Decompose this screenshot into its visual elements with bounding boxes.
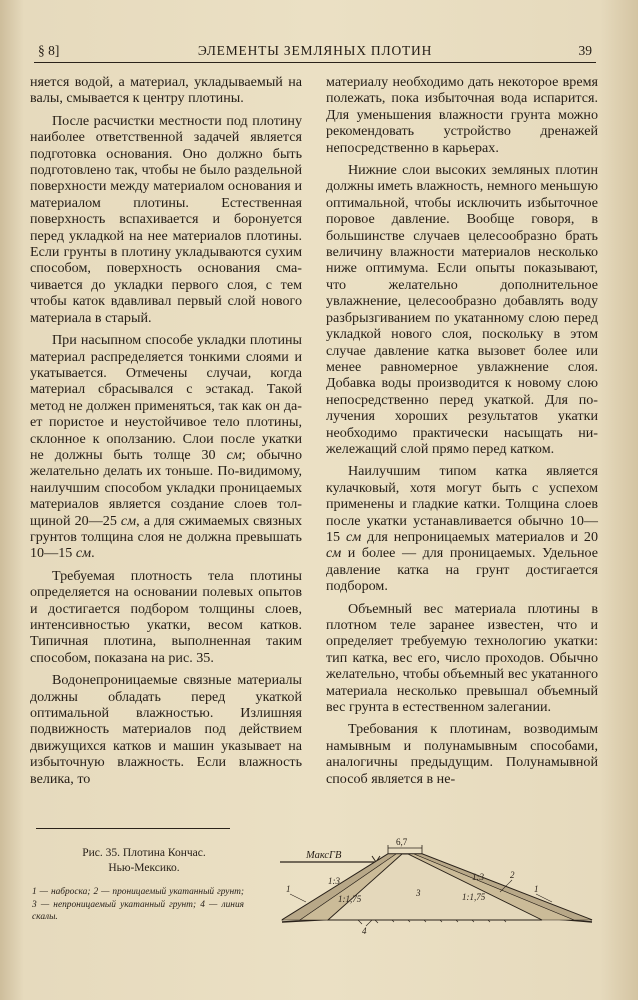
paragraph: При насыпном способе укладки плотины материал распределяется тонкими слоями и укатывается. Отмечены случаи, когда материал сбрасывался с эстакад. Такой метод не должен применяться, так как он дает пористое и неустойчивое тело плотины, склонное к оползанию. Слои после укатки не должны быть толще 30 см; обычно желательно делать их тоньше. По-видимому, наилучшим способом укладки проницаемых материалов является создание слоев толщиной 20—25 см, а для сжимаемых связных грунтов толщина слоя не должна превышать 10—15 см. [30, 332, 302, 562]
slope-label: 1:3 [328, 876, 340, 886]
page-number: 39 [578, 43, 592, 58]
slope-label: 1:1,75 [462, 892, 486, 902]
slope-label: 1:3 [472, 872, 484, 882]
zone-label-4: 4 [362, 926, 367, 936]
paragraph: Требуемая плотность тела плотины определяется на основании полевых опытов и достигается подбором толщины слоев, интенсивностью укатки, весом катков. Типичная плотина, выполненная таким способом, показана на рис. 35. [30, 567, 302, 666]
zone-label-2: 2 [510, 870, 515, 880]
paragraph: Наилучшим типом катка является кулачковый, хотя могут быть с успехом применены и гладкие катки. Толщина слоев после укатки устанавливается обычно 10—15 см для непроницаемых материалов и 20 см и более — для проницаемых. Удельное давление катка на грунт достигается подбором. [326, 463, 598, 595]
zone-label-3: 3 [416, 888, 421, 898]
figure-legend: 1 — наброска; 2 — проницаемый укатанный грунт; 3 — непроницаемый укатанный грунт; 4 — линия скалы. [32, 887, 244, 922]
paragraph: няется водой, а материал, укладываемый на валы, смывается к центру плотины. [30, 74, 302, 107]
paragraph: материалу необходимо дать некоторое время полежать, пока избыточная вода испарится. Для уменьшения влажности грунта можно рекомендовать устройство дренажей непосредственно в карьерах. [326, 74, 598, 156]
section-marker: § 8] [38, 43, 60, 58]
footnote-rule [36, 828, 230, 829]
water-level-label: МаксГВ [306, 850, 342, 861]
text-column-left [30, 74, 302, 793]
paragraph: После расчистки местности под плотину наиболее ответственной задачей является подготовка основания. Оно должно быть подготовлено так, чтобы не было раздельной поверхности между материалом основания и материалом плотины. Естественная поверхность вспахивается и боронуется перед укладкой на нее материалов плотины. Если грунты в плотину укладываются сухим способом, поверхность основания смачивается до укладки первого слоя, с тем чтобы каток вдавливал первый слой нового материала в старый. [30, 112, 302, 326]
caption-line: Нью-Мексико. [108, 862, 180, 874]
slope-label: 1:1,75 [338, 894, 362, 904]
figure-caption [44, 846, 244, 876]
paragraph: Водонепроницаемые связные материалы должны обладать перед укаткой оптимальной влажностью. Излишняя подвижность материалов под действием движущихся катков и машин указывает на избыточную влажность. Если влажность велика, то [30, 672, 302, 787]
paragraph: Объемный вес материала плотины в плотном теле заранее известен, что и определяет требуемую технологию укатки: тип катка, вес его, число проходов. Обычно желательно, чтобы объемный вес укатанного материала несколько превышал объемный вес грунта в естественном залегании. [326, 600, 598, 716]
paragraph: Требования к плотинам, возводимым намывным и полунамывным способами, аналогичны предыдущим. Полунамывной способ является в не- [326, 721, 598, 787]
running-header [34, 42, 596, 63]
chapter-title: ЭЛЕМЕНТЫ ЗЕМЛЯНЫХ ПЛОТИН [197, 43, 433, 58]
crest-width-label: 6,7 [396, 837, 408, 847]
dam-cross-section-figure [276, 836, 598, 936]
caption-line: Рис. 35. Плотина Кончас. [82, 847, 206, 859]
zone-label-1: 1 [286, 884, 291, 894]
text-column-right [326, 74, 598, 793]
paragraph: Нижние слои высоких земляных плотин должны иметь влажность, немного меньшую оптимальной, чтобы исключить избыточное поровое давление. Вообще говоря, в большинстве случаев целесообразно брать величину влажности материалов несколько ниже оптимума. Если опыты показывают, что желательно дополнительное увлажнение, целесообразно добавлять воду разбрызгиванием по укатанному слою перед укладкой нового слоя, поскольку в этом случае давление катка вызовет более или менее равномерное увлажнение слоя. Добавка воды производится к новому слою непосредственно перед укаткой. Для получения хороших результатов укатки необходимо практически насыщать нижележащий слой прямо перед катком. [326, 162, 598, 457]
zone-label-1: 1 [534, 884, 539, 894]
